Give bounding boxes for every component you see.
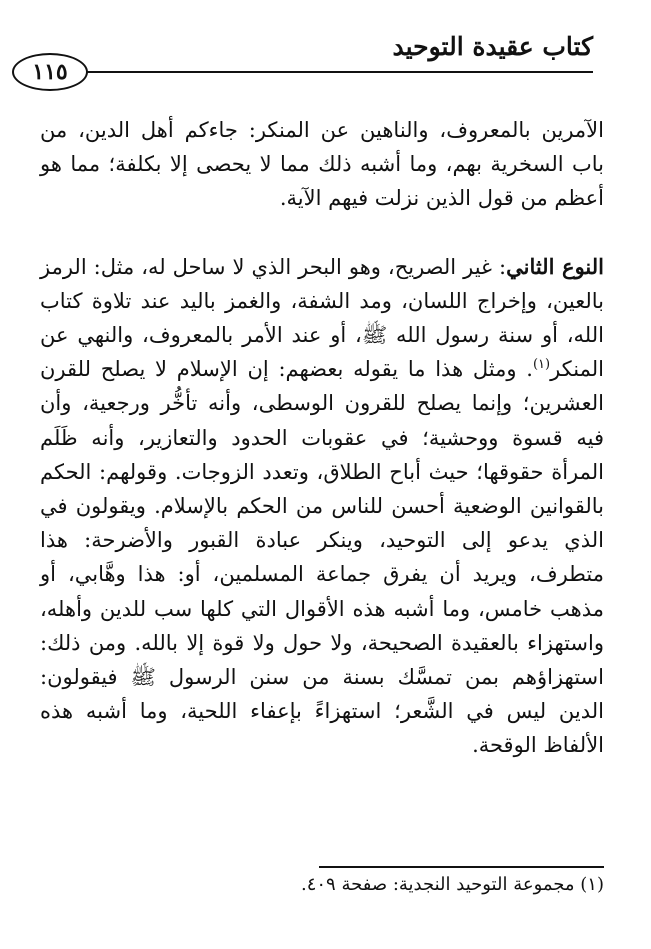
- paragraph-2-part-1: : غير الصريح، وهو البحر الذي لا ساحل له، مثل: الرمز بالعين، وإخراج اللسان، ومد الشفة، والغمز باليد عند تلاوة كتاب الله، أو سنة رسول الله ﷺ، أو عند الأمر بالمعروف، والنهي عن المنكر: [40, 254, 604, 382]
- page-header: [0, 30, 651, 100]
- footnote: (١) مجموعة التوحيد النجدية: صفحة ٤٠٩.: [300, 874, 604, 895]
- footnote-rule: [319, 866, 604, 868]
- paragraph-1: الآمرين بالمعروف، والناهين عن المنكر: جاءكم أهل الدين، من باب السخرية بهم، وما أشبه ذلك مما لا يحصى إلا بكلفة؛ مما هو أعظم من قول الذين نزلت فيهم الآية.: [40, 118, 604, 211]
- book-title: كتاب عقيدة التوحيد: [392, 32, 593, 61]
- body-text: [40, 113, 604, 763]
- page-number: ١١٥: [32, 59, 68, 85]
- section-lead: النوع الثاني: [506, 253, 604, 279]
- paragraph-2-part-2: . ومثل هذا ما يقوله بعضهم: إن الإسلام لا يصلح للقرن العشرين؛ وإنما يصلح للقرون الوسطى، وأنه تأخُّر ورجعية، وأن فيه قسوة ووحشية؛ في عقوبات الحدود والتعازير، وأنه ظَلَم المرأة حقوقها؛ حيث أباح الطلاق، وتعدد الزوجات. وقولهم: الحكم بالقوانين الوضعية أحسن للناس من الحكم بالإسلام. ويقولون في الذي يدعو إلى التوحيد، وينكر عبادة القبور والأضرحة: هذا متطرف، ويريد أن يفرق جماعة المسلمين، أو: هذا وهَّابي، أو مذهب خامس، وما أشبه هذه الأقوال التي كلها سب للدين وأهله، واستهزاء بالعقيدة الصحيحة، ولا حول ولا قوة إلا بالله. ومن ذلك: استهزاؤهم بمن تمسَّك بسنة من سنن الرسول ﷺ فيقولون: الدين ليس في الشَّعر؛ استهزاءً بإعفاء اللحية، وما أشبه هذه الألفاظ الوقحة.: [40, 357, 604, 758]
- paragraph-2: [40, 250, 604, 763]
- header-rule: [86, 71, 593, 73]
- footnote-marker: (١): [532, 357, 551, 373]
- page-number-oval: [12, 53, 88, 91]
